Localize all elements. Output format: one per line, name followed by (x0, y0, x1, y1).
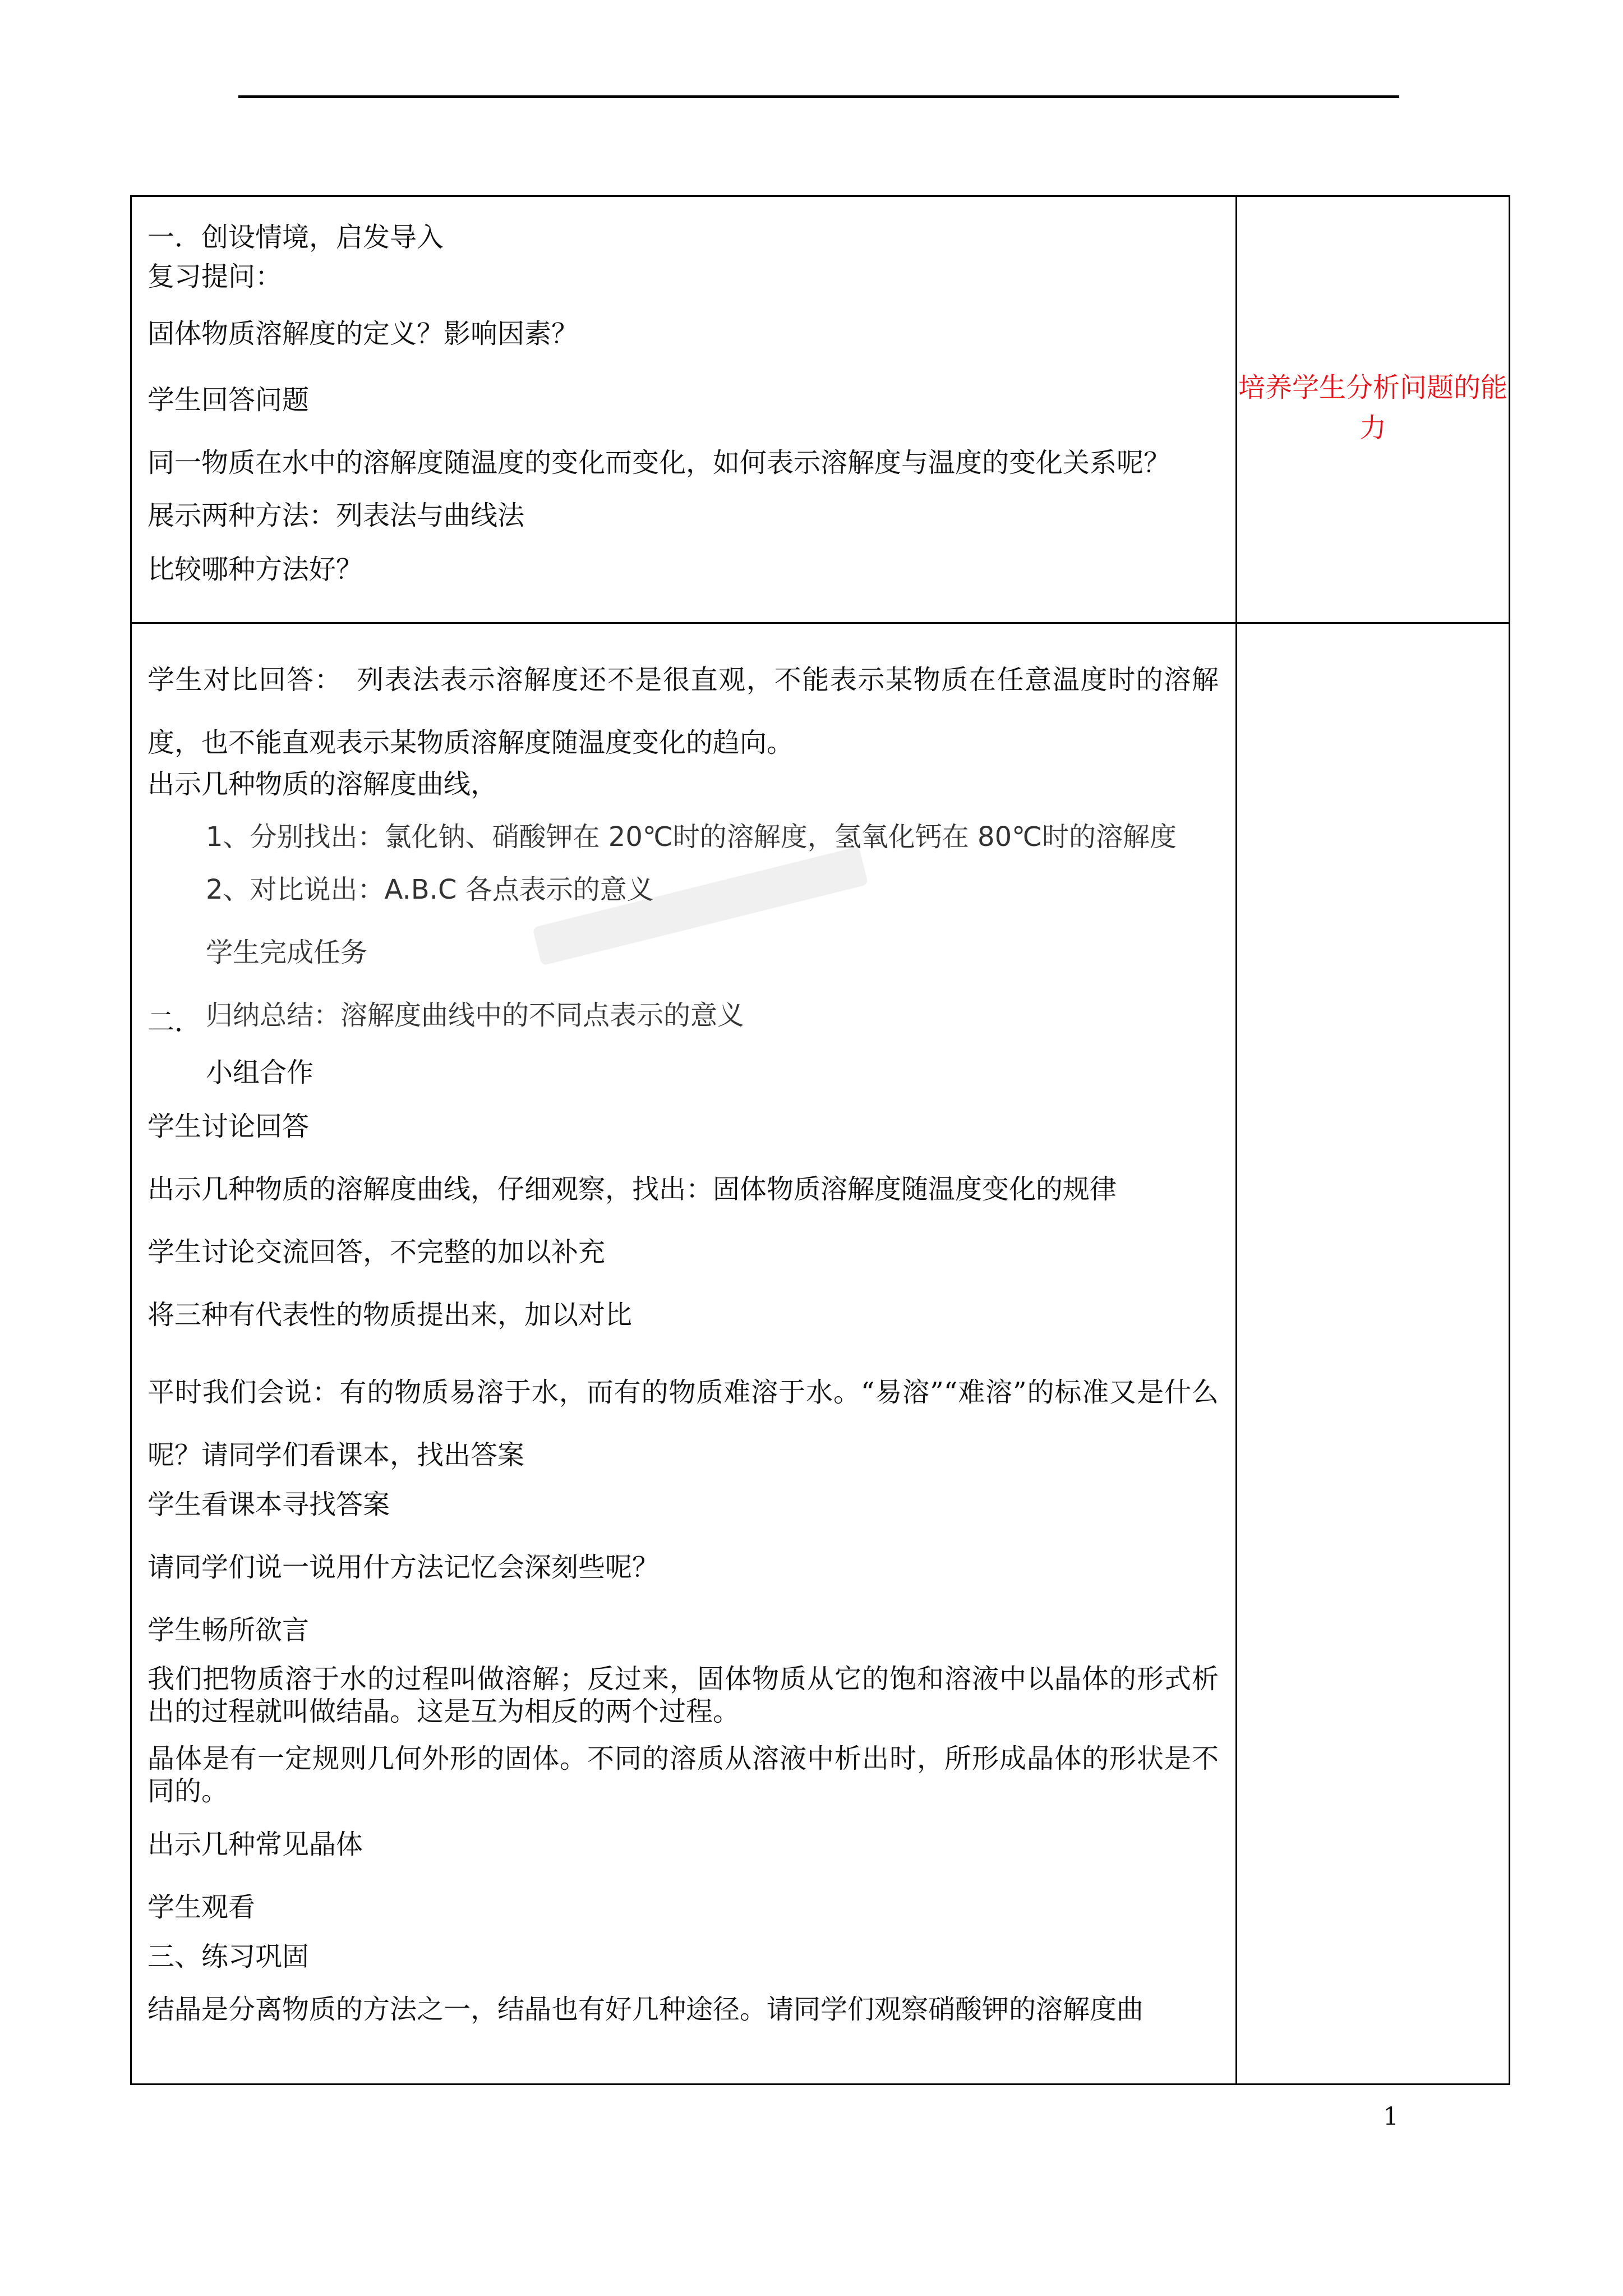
summary-line: 归纳总结：溶解度曲线中的不同点表示的意义 (206, 1000, 745, 1031)
paragraph: 请同学们说一说用什方法记忆会深刻些呢？ (147, 1552, 660, 1583)
table-row (131, 196, 1510, 623)
section-heading: 三、练习巩固 (147, 1941, 310, 1972)
paragraph: 出示几种物质的溶解度曲线，仔细观察，找出：固体物质溶解度随温度变化的规律 (147, 1174, 1117, 1205)
paragraph: 展示两种方法：列表法与曲线法 (147, 500, 525, 531)
note-cell (1237, 623, 1510, 2085)
paragraph: 同一物质在水中的溶解度随温度的变化而变化，如何表示溶解度与温度的变化关系呢？ (147, 447, 1171, 478)
paragraph: 学生畅所欲言 (147, 1614, 310, 1646)
paragraph: 将三种有代表性的物质提出来，加以对比 (147, 1299, 633, 1331)
paragraph: 学生观看 (147, 1892, 256, 1923)
section-number: 二． (147, 1006, 202, 1038)
task-item-1: 1、分别找出：氯化钠、硝酸钾在 20℃时的溶解度，氢氧化钙在 80℃时的溶解度 (206, 821, 1177, 853)
paragraph: 我们把物质溶于水的过程叫做溶解；反过来，固体物质从它的饱和溶液中以晶体的形式析出的过程就叫做结晶。这是互为相反的两个过程。 (147, 1663, 1219, 1727)
section-heading: 一．创设情境，启发导入 (147, 222, 444, 253)
paragraph: 晶体是有一定规则几何外形的固体。不同的溶质从溶液中析出时，所形成晶体的形状是不同的。 (147, 1743, 1219, 1807)
paragraph: 平时我们会说：有的物质易溶于水，而有的物质难溶于水。“易溶”“难溶”的标准又是什么呢？请同学们看课本，找出答案 (147, 1377, 1219, 1471)
paragraph: 学生看课本寻找答案 (147, 1489, 390, 1520)
paragraph: 学生回答问题 (147, 384, 310, 416)
paragraph: 出示几种物质的溶解度曲线， (147, 769, 498, 800)
paragraph: 学生讨论回答 (147, 1111, 310, 1142)
paragraph: 复习提问： (147, 261, 283, 292)
note-cell (1237, 196, 1510, 623)
paragraph: 学生对比回答： 列表法表示溶解度还不是很直观，不能表示某物质在任意温度时的溶解度，也不能直观表示某物质溶解度随温度变化的趋向。 (147, 664, 1219, 758)
paragraph: 小组合作 (206, 1057, 314, 1088)
paragraph: 学生讨论交流回答，不完整的加以补充 (147, 1236, 606, 1268)
header-rule (238, 95, 1399, 98)
paragraph: 结晶是分离物质的方法之一，结晶也有好几种途径。请同学们观察硝酸钾的溶解度曲 (147, 1994, 1144, 2025)
page-number: 1 (1383, 2102, 1399, 2131)
paragraph: 学生完成任务 (206, 937, 368, 968)
main-content-cell (131, 623, 1237, 2085)
paragraph: 出示几种常见晶体 (147, 1829, 363, 1860)
teaching-goal-note: 培养学生分析问题的能力 (1238, 372, 1507, 444)
lesson-plan-table (130, 195, 1510, 2085)
main-content-cell (131, 196, 1237, 623)
paragraph: 比较哪种方法好？ (147, 554, 363, 585)
task-item-2: 2、对比说出：A.B.C 各点表示的意义 (206, 874, 654, 905)
paragraph: 固体物质溶解度的定义？影响因素？ (147, 318, 579, 349)
